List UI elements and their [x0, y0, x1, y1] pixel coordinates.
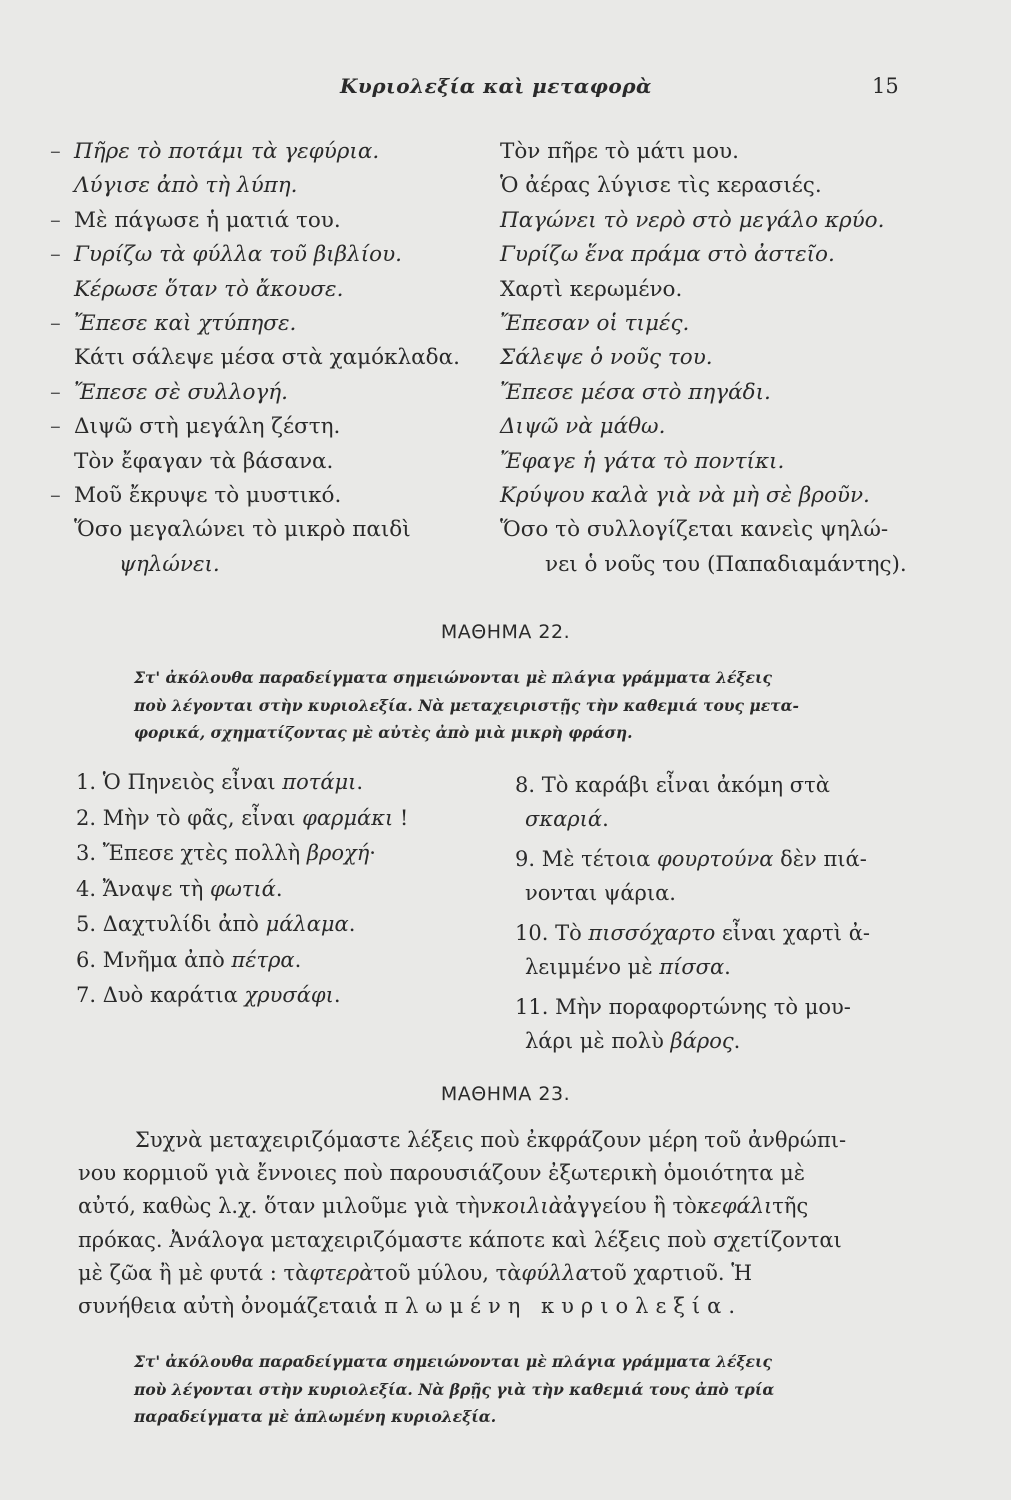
phrase-line: – Γυρίζω τὰ φύλλα τοῦ βιβλίου.	[50, 242, 402, 268]
figurative-phrases-column	[500, 135, 910, 582]
phrase-line: ψηλώνει.	[119, 551, 220, 577]
phrase-line: Γυρίζω ἕνα πράμα στὸ ἀστεῖο.	[500, 242, 835, 268]
page-header	[0, 74, 1011, 104]
example-item: 3. Ἔπεσε χτὲς πολλὴ βροχή·	[76, 841, 376, 865]
phrase-line: – Μὲ πάγωσε ἡ ματιά του.	[50, 207, 341, 233]
phrase-line: Παγώνει τὸ νερὸ στὸ μεγάλο κρύο.	[500, 207, 885, 233]
literal-phrases-column	[50, 135, 484, 582]
phrase-line: Τὸν ἔφαγαν τὰ βάσανα.	[74, 448, 334, 474]
phrase-line: – Ἔπεσε καὶ χτύπησε.	[50, 310, 297, 336]
paragraph-line: συνήθεια αὐτὴ ὀνομάζεται ἁπλωμένη κυριολεξία .	[78, 1290, 900, 1323]
phrase-line: – Μοῦ ἔκρυψε τὸ μυστικό.	[50, 482, 342, 508]
phrase-line: – Πῆρε τὸ ποτάμι τὰ γεφύρια.	[50, 139, 380, 164]
paragraph-line: μὲ ζῶα ἢ μὲ φυτά : τὰ φτερὰ τοῦ μύλου, τὰ φύλλα τοῦ χαρτιοῦ. Ἡ	[78, 1260, 753, 1285]
phrase-line: Σάλεψε ὁ νοῦς του.	[500, 345, 713, 371]
phrase-line: Ἔπεσαν οἱ τιμές.	[500, 310, 690, 336]
lesson-22-examples-left	[76, 765, 496, 1014]
phrase-line: Ὁ ἀέρας λύγισε τὶς κερασιές.	[500, 173, 822, 199]
example-item-continued: λειμμένο μὲ πίσσα.	[525, 955, 731, 979]
example-item: 8. Τὸ καράβι εἶναι ἀκόμη στὰ	[515, 773, 830, 797]
example-item: 5. Δαχτυλίδι ἀπὸ μάλαμα.	[76, 912, 356, 936]
lesson-22-instructions: Στ' ἀκόλουθα παραδείγματα σημειώνονται μὲ πλάγια γράμματα λέξεις ποὺ λέγονται στὴν κυριολεξία. Νὰ μεταχειριστῇς τὴν καθεμιά τους μετα- φορικά, σχηματίζοντας μὲ αὐτὲς ἀπὸ μιὰ μικρὴ φράση.	[134, 668, 799, 742]
paragraph-line: αὐτό, καθὼς λ.χ. ὅταν μιλοῦμε γιὰ τὴν κοιλιὰ ἀγγείου ἢ τὸ κεφάλι τῆς	[78, 1194, 809, 1219]
paragraph-line: πρόκας. Ἀνάλογα μεταχειριζόμαστε κάποτε καὶ λέξεις ποὺ σχετίζονται	[78, 1227, 842, 1252]
phrase-line: Ὅσο τὸ συλλογίζεται κανεὶς ψηλώ-	[500, 517, 889, 543]
page-number: 15	[872, 74, 899, 98]
example-item: 10. Τὸ πισσόχαρτο εἶναι χαρτὶ ἀ-	[515, 921, 870, 945]
example-item: 1. Ὁ Πηνειὸς εἶναι ποτάμι.	[76, 770, 364, 794]
example-item-continued: νονται ψάρια.	[525, 881, 676, 905]
lesson-22-examples-right	[515, 768, 915, 1058]
example-item: 7. Δυὸ καράτια χρυσάφι.	[76, 983, 341, 1007]
phrase-line: Λύγισε ἀπὸ τὴ λύπη.	[74, 173, 298, 199]
example-item-continued: σκαριά.	[525, 807, 609, 831]
phrase-line: – Ἔπεσε σὲ συλλογή.	[50, 379, 288, 405]
lesson-23-title: ΜΑΘΗΜΑ 23.	[440, 1083, 571, 1105]
phrase-line: Ἔπεσε μέσα στὸ πηγάδι.	[500, 379, 771, 405]
phrase-line: Ὅσο μεγαλώνει τὸ μικρὸ παιδὶ	[74, 517, 411, 543]
example-item: 2. Μὴν τὸ φᾶς, εἶναι φαρμάκι !	[76, 805, 409, 830]
phrase-line: – Διψῶ στὴ μεγάλη ζέστη.	[50, 414, 341, 440]
example-item: 6. Μνῆμα ἀπὸ πέτρα.	[76, 947, 302, 972]
phrase-line: Τὸν πῆρε τὸ μάτι μου.	[500, 139, 739, 164]
lesson-22-title: ΜΑΘΗΜΑ 22.	[440, 621, 571, 643]
phrase-line: νει ὁ νοῦς του (Παπαδιαμάντης).	[545, 551, 907, 577]
phrase-line: Κάτι σάλεψε μέσα στὰ χαμόκλαδα.	[74, 345, 460, 371]
example-item: 11. Μὴν ποραφορτώνης τὸ μου-	[515, 995, 851, 1019]
phrase-line: Διψῶ νὰ μάθω.	[500, 414, 666, 440]
phrase-line: Ἔφαγε ἡ γάτα τὸ ποντίκι.	[500, 448, 785, 474]
running-title: Κυριολεξία καὶ μεταφορὰ	[340, 74, 652, 98]
paragraph-line: νου κορμιοῦ γιὰ ἔννοιες ποὺ παρουσιάζουν ἐξωτερικὴ ὁμοιότητα μὲ	[78, 1161, 805, 1186]
example-item: 4. Ἄναψε τὴ φωτιά.	[76, 876, 283, 901]
paragraph-line: Συχνὰ μεταχειριζόμαστε λέξεις ποὺ ἐκφράζουν μέρη τοῦ ἀνθρώπι-	[135, 1128, 847, 1152]
example-item: 9. Μὲ τέτοια φουρτούνα δὲν πιά-	[515, 847, 867, 871]
lesson-23-instructions: Στ' ἀκόλουθα παραδείγματα σημειώνονται μὲ πλάγια γράμματα λέξεις ποὺ λέγονται στὴν κυριολεξία. Νὰ βρῇς γιὰ τὴν καθεμιά τους ἀπὸ τρία παραδείγματα μὲ ἁπλωμένη κυριολεξία.	[134, 1352, 775, 1426]
phrase-line: Κρύψου καλὰ γιὰ νὰ μὴ σὲ βροῦν.	[500, 482, 870, 508]
example-item-continued: λάρι μὲ πολὺ βάρος.	[525, 1029, 741, 1053]
phrase-line: Χαρτὶ κερωμένο.	[500, 276, 683, 302]
spaced-term: ἁπλωμένη κυριολεξία	[363, 1294, 729, 1319]
phrase-line: Κέρωσε ὅταν τὸ ἄκουσε.	[74, 276, 344, 302]
lesson-23-paragraph	[78, 1124, 900, 1323]
